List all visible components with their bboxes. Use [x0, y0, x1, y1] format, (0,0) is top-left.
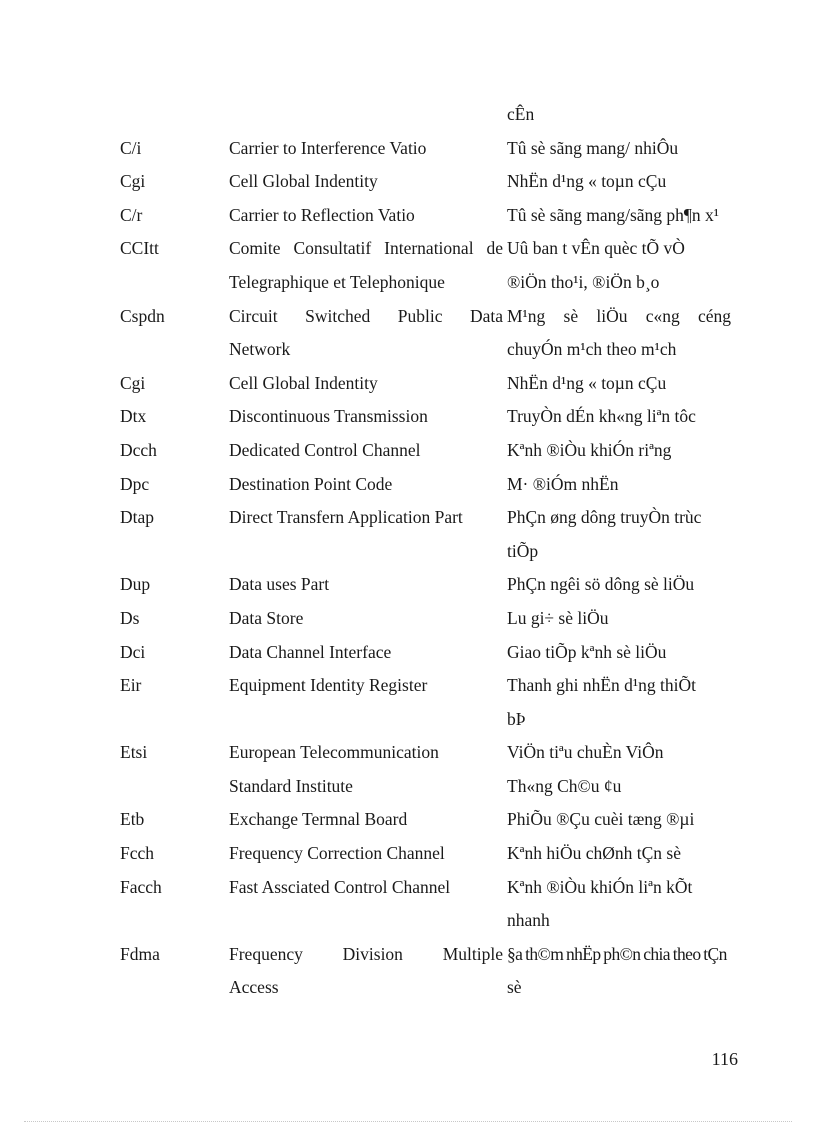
- meaning-cell: [507, 837, 731, 871]
- meaning-cell: [507, 98, 731, 132]
- page-bottom-rule: [24, 1121, 792, 1122]
- term-line: Fast Assciated Control Channel: [229, 876, 451, 897]
- table-row: [120, 98, 740, 132]
- meaning-line: Kªnh ®iÒu khiÓn riªng: [507, 439, 672, 460]
- meaning-cell: [507, 636, 731, 670]
- meaning-line: Thanh ghi nhËn d¹ng thiÕt: [507, 675, 696, 696]
- table-row: [120, 568, 740, 602]
- meaning-line: M¹ng sè liÖu c«ng céng: [507, 305, 731, 326]
- meaning-line: sè: [507, 977, 522, 998]
- term-cell: [229, 568, 503, 602]
- table-row: [120, 636, 740, 670]
- meaning-line: NhËn d¹ng « toµn cÇu: [507, 171, 667, 192]
- term-line: Frequency Correction Channel: [229, 843, 445, 864]
- meaning-line: cÊn: [507, 104, 535, 124]
- term-cell: [229, 232, 503, 299]
- table-row: [120, 199, 740, 233]
- abbreviation-table: [120, 98, 740, 1005]
- meaning-cell: [507, 132, 731, 166]
- abbreviation-cell: Dpc: [120, 473, 150, 494]
- meaning-line: chuyÓn m¹ch theo m¹ch: [507, 339, 677, 360]
- term-cell: [229, 300, 503, 367]
- table-row: [120, 132, 740, 166]
- abbreviation-cell: Ds: [120, 607, 140, 628]
- table-row: [120, 871, 740, 938]
- meaning-cell: [507, 602, 731, 636]
- term-line: Comite Consultatif International de: [229, 238, 503, 259]
- term-line: Data Channel Interface: [229, 641, 392, 662]
- meaning-line: PhÇn øng dông truyÒn trùc: [507, 507, 702, 528]
- term-line: Dedicated Control Channel: [229, 439, 421, 460]
- page-number: 116: [711, 1049, 738, 1069]
- term-cell: [229, 602, 503, 636]
- meaning-line: bÞ: [507, 708, 526, 729]
- meaning-line: M· ®iÓm nhËn: [507, 473, 619, 494]
- meaning-line: Uû ban t vÊn quèc tÕ vÒ: [507, 238, 685, 259]
- term-line: Telegraphique et Telephonique: [229, 271, 445, 292]
- term-cell: [229, 132, 503, 166]
- abbreviation-cell: Facch: [120, 876, 162, 897]
- meaning-line: tiÕp: [507, 540, 539, 561]
- term-cell: [229, 165, 503, 199]
- abbreviation-cell: Fcch: [120, 843, 155, 864]
- table-row: [120, 602, 740, 636]
- term-cell: [229, 434, 503, 468]
- abbreviation-cell: Cgi: [120, 372, 146, 393]
- meaning-line: nhanh: [507, 910, 550, 931]
- term-line: Circuit Switched Public Data: [229, 305, 503, 326]
- term-cell: [229, 501, 503, 568]
- table-row: [120, 232, 740, 299]
- term-line: Standard Institute: [229, 775, 353, 796]
- term-line: Carrier to Interference Vatio: [229, 137, 427, 158]
- table-row: [120, 367, 740, 401]
- term-cell: [229, 803, 503, 837]
- table-row: [120, 165, 740, 199]
- meaning-cell: [507, 803, 731, 837]
- term-cell: [229, 938, 503, 1005]
- meaning-line: Kªnh hiÖu chØnh tÇn sè: [507, 843, 681, 864]
- term-cell: [229, 98, 503, 132]
- meaning-line: PhÇn ngêi sö dông sè liÖu: [507, 574, 695, 595]
- term-cell: [229, 468, 503, 502]
- meaning-line: TruyÒn dÉn kh«ng liªn tôc: [507, 406, 696, 427]
- abbreviation-cell: Etb: [120, 809, 145, 830]
- meaning-cell: [507, 736, 731, 803]
- abbreviation-cell: Etsi: [120, 742, 148, 763]
- table-row: [120, 501, 740, 568]
- term-cell: [229, 736, 503, 803]
- abbreviation-cell: Cgi: [120, 171, 146, 192]
- meaning-cell: [507, 232, 731, 299]
- table-row: [120, 400, 740, 434]
- abbreviation-cell: Dtap: [120, 507, 155, 528]
- term-line: Cell Global Indentity: [229, 372, 378, 393]
- meaning-line: ViÖn tiªu chuÈn ViÔn: [507, 742, 664, 763]
- table-row: [120, 938, 740, 1005]
- meaning-line: Tû sè sãng mang/sãng ph¶n x¹: [507, 204, 719, 225]
- meaning-cell: [507, 300, 731, 367]
- term-line: European Telecommunication: [229, 742, 439, 763]
- meaning-line: §a th©m nhËp ph©n chia theo tÇn: [507, 943, 727, 964]
- abbreviation-cell: Cspdn: [120, 305, 165, 326]
- term-line: Exchange Termnal Board: [229, 809, 408, 830]
- term-line: Access: [229, 977, 279, 998]
- table-row: [120, 468, 740, 502]
- term-cell: [229, 400, 503, 434]
- abbreviation-cell: Dtx: [120, 406, 147, 427]
- abbreviation-cell: C/i: [120, 137, 142, 158]
- abbreviation-cell: C/r: [120, 204, 143, 225]
- meaning-line: ®iÖn tho¹i, ®iÖn b¸o: [507, 271, 660, 292]
- table-row: [120, 669, 740, 736]
- term-line: Destination Point Code: [229, 473, 393, 494]
- term-line: Data Store: [229, 607, 304, 628]
- meaning-line: PhiÕu ®Çu cuèi tæng ®µi: [507, 809, 695, 830]
- term-line: Network: [229, 339, 291, 360]
- term-line: Cell Global Indentity: [229, 171, 378, 192]
- meaning-line: Lu gi÷ sè liÖu: [507, 607, 609, 628]
- term-cell: [229, 636, 503, 670]
- term-line: Equipment Identity Register: [229, 675, 428, 696]
- meaning-line: Giao tiÕp kªnh sè liÖu: [507, 641, 667, 662]
- table-row: [120, 434, 740, 468]
- abbreviation-cell: Dup: [120, 574, 151, 595]
- abbreviation-cell: Eir: [120, 675, 142, 696]
- table-row: [120, 736, 740, 803]
- table-row: [120, 837, 740, 871]
- term-line: Discontinuous Transmission: [229, 406, 428, 427]
- table-row: [120, 300, 740, 367]
- abbreviation-cell: [120, 98, 229, 132]
- meaning-line: NhËn d¹ng « toµn cÇu: [507, 372, 667, 393]
- meaning-cell: [507, 501, 731, 568]
- meaning-cell: [507, 165, 731, 199]
- term-line: Carrier to Reflection Vatio: [229, 204, 415, 225]
- meaning-cell: [507, 568, 731, 602]
- meaning-line: Tû sè sãng mang/ nhiÔu: [507, 137, 679, 158]
- meaning-cell: [507, 938, 731, 1005]
- term-line: Frequency Division Multiple: [229, 943, 503, 964]
- meaning-cell: [507, 400, 731, 434]
- table-row: [120, 803, 740, 837]
- meaning-cell: [507, 468, 731, 502]
- abbreviation-cell: Dci: [120, 641, 146, 662]
- abbreviation-cell: Dcch: [120, 439, 157, 460]
- meaning-line: Kªnh ®iÒu khiÓn liªn kÕt: [507, 876, 693, 897]
- meaning-cell: [507, 871, 731, 938]
- meaning-line: Th«ng Ch©u ¢u: [507, 775, 622, 796]
- term-cell: [229, 837, 503, 871]
- meaning-cell: [507, 669, 731, 736]
- meaning-cell: [507, 199, 731, 233]
- term-cell: [229, 199, 503, 233]
- term-line: Direct Transfern Application Part: [229, 507, 463, 528]
- meaning-cell: [507, 434, 731, 468]
- term-cell: [229, 669, 503, 736]
- term-cell: [229, 871, 503, 938]
- abbreviation-cell: CCItt: [120, 238, 159, 259]
- meaning-cell: [507, 367, 731, 401]
- term-line: Data uses Part: [229, 574, 330, 595]
- term-cell: [229, 367, 503, 401]
- abbreviation-cell: Fdma: [120, 943, 160, 964]
